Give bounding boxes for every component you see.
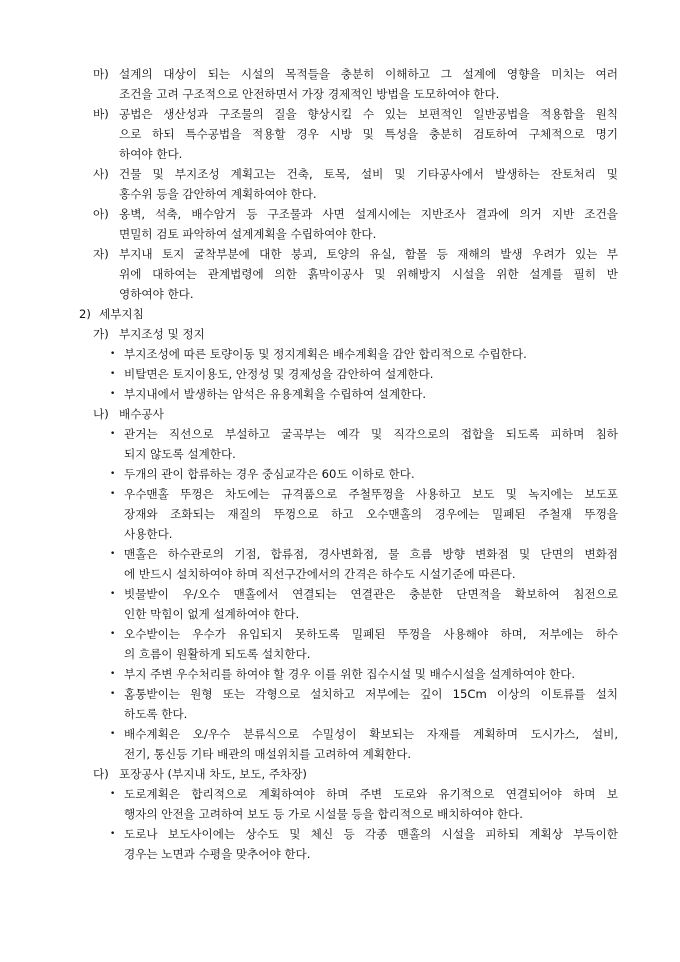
list-marker: 마)	[93, 67, 109, 81]
paragraph-line: 장재와 조화되는 재질의 뚜껑으로 하고 오수맨홀의 경우에는 밀폐된 주철재 뚜껑을	[124, 507, 618, 521]
bullet-row	[0, 444, 680, 464]
paragraph-line: 홍수위 등을 감안하여 계획하여야 한다.	[119, 187, 317, 201]
bullet-row	[0, 524, 680, 544]
paragraph-line: 영하여야 한다.	[119, 287, 194, 301]
bullet-marker: •	[110, 469, 116, 479]
paragraph-line: 면밀히 검토 파악하여 설계계획을 수립하여야 한다.	[119, 227, 377, 241]
paragraph-line: 세부지침	[99, 307, 144, 321]
paragraph-line: 부지조성에 따른 토량이동 및 정지계획은 배수계획을 감안 합리적으로 수립한다.	[124, 347, 527, 361]
paragraph-line: 관거는 직선으로 부설하고 굴곡부는 예각 및 직각으로의 접합을 되도록 피하며 침하	[124, 427, 618, 441]
paragraph-line: 부지내에서 발생하는 암석은 유용계획을 수립하여 설계한다.	[124, 387, 427, 401]
paragraph-line: 으로 하되 특수공법을 적용할 경우 시방 및 특성을 충분히 검토하여 구체적으로 명기	[119, 127, 618, 141]
list-marker: 바)	[93, 107, 109, 121]
sub-row	[0, 404, 680, 424]
bullet-marker: •	[110, 729, 116, 739]
paragraph-line: 도로계획은 합리적으로 계획하여야 하며 주변 도로와 유기적으로 연결되어야 하며 보	[124, 787, 618, 801]
list-marker: 나)	[93, 407, 109, 421]
bullet-marker: •	[110, 349, 116, 359]
paragraph-line: 의 흐름이 원활하게 되도록 설치한다.	[124, 647, 311, 661]
item-row	[0, 164, 680, 184]
bullet-row	[0, 824, 680, 844]
bullet-row	[0, 424, 680, 444]
item-row	[0, 184, 680, 204]
bullet-row	[0, 684, 680, 704]
item-row	[0, 204, 680, 224]
bullet-marker: •	[110, 829, 116, 839]
paragraph-line: 위에 대하여는 관계법령에 의한 흙막이공사 및 위해방지 시설을 위한 설계를 필히 반	[119, 267, 618, 281]
list-marker: 아)	[93, 207, 109, 221]
paragraph-line: 우수맨홀 뚜껑은 차도에는 규격품으로 주철뚜껑을 사용하고 보도 및 녹지에는 보도포	[124, 487, 618, 501]
section-row	[0, 304, 680, 324]
paragraph-line: 두개의 관이 합류하는 경우 중심교각은 60도 이하로 한다.	[124, 467, 415, 481]
bullet-marker: •	[110, 489, 116, 499]
item-row	[0, 104, 680, 124]
item-row	[0, 264, 680, 284]
list-marker: 다)	[93, 767, 109, 781]
bullet-marker: •	[110, 549, 116, 559]
list-marker: 2)	[79, 307, 91, 321]
bullet-row	[0, 724, 680, 744]
paragraph-line: 배수공사	[119, 407, 164, 421]
paragraph-line: 옹벽, 석축, 배수암거 등 구조물과 사면 설계시에는 지반조사 결과에 의거 지반 조건을	[119, 207, 618, 221]
item-row	[0, 144, 680, 164]
bullet-marker: •	[110, 669, 116, 679]
bullet-row	[0, 344, 680, 364]
sub-row	[0, 764, 680, 784]
bullet-row	[0, 804, 680, 824]
bullet-row	[0, 364, 680, 384]
paragraph-line: 하여야 한다.	[119, 147, 183, 161]
bullet-row	[0, 784, 680, 804]
bullet-row	[0, 624, 680, 644]
paragraph-line: 건물 및 부지조성 계획고는 건축, 토목, 설비 및 기타공사에서 발생하는 잔토처리 및	[119, 167, 618, 181]
item-row	[0, 224, 680, 244]
list-marker: 사)	[93, 167, 109, 181]
bullet-row	[0, 744, 680, 764]
bullet-row	[0, 664, 680, 684]
bullet-marker: •	[110, 589, 116, 599]
paragraph-line: 부지 주변 우수처리를 하여야 할 경우 이를 위한 집수시설 및 배수시설을 설계하여야 한다.	[124, 667, 576, 681]
item-row	[0, 64, 680, 84]
list-marker: 가)	[93, 327, 109, 341]
paragraph-line: 전기, 통신등 기타 배관의 매설위치를 고려하여 계획한다.	[124, 747, 412, 761]
bullet-row	[0, 604, 680, 624]
bullet-row	[0, 544, 680, 564]
paragraph-line: 경우는 노면과 수평을 맞추어야 한다.	[124, 847, 311, 861]
paragraph-line: 배수계획은 오/우수 분류식으로 수밀성이 확보되는 자재를 계획하며 도시가스, 설비,	[124, 727, 618, 741]
paragraph-line: 하도록 한다.	[124, 707, 188, 721]
list-marker: 자)	[93, 247, 109, 261]
paragraph-line: 행자의 안전을 고려하여 보도 등 가로 시설물 등을 합리적으로 배치하여야 한다.	[124, 807, 523, 821]
paragraph-line: 사용한다.	[124, 527, 173, 541]
paragraph-line: 공법은 생산성과 구조물의 질을 향상시킬 수 있는 보편적인 일반공법을 적용함을 원칙	[119, 107, 618, 121]
paragraph-line: 인한 막힘이 없게 설계하여야 한다.	[124, 607, 300, 621]
bullet-marker: •	[110, 789, 116, 799]
bullet-row	[0, 704, 680, 724]
paragraph-line: 조건을 고려 구조적으로 안전하면서 가장 경제적인 방법을 도모하여야 한다.	[119, 87, 500, 101]
bullet-marker: •	[110, 629, 116, 639]
paragraph-line: 부지내 토지 굴착부분에 대한 붕괴, 토양의 유실, 함몰 등 재해의 발생 우려가 있는 부	[119, 247, 618, 261]
bullet-row	[0, 384, 680, 404]
item-row	[0, 244, 680, 264]
bullet-marker: •	[110, 429, 116, 439]
bullet-marker: •	[110, 689, 116, 699]
item-row	[0, 84, 680, 104]
paragraph-line: 되지 않도록 설계한다.	[124, 447, 236, 461]
paragraph-line: 오수받이는 우수가 유입되지 못하도록 밀폐된 뚜껑을 사용해야 하며, 저부에는 하수	[124, 627, 618, 641]
bullet-marker: •	[110, 389, 116, 399]
paragraph-line: 비탈면은 토지이용도, 안정성 및 경제성을 감안하여 설계한다.	[124, 367, 434, 381]
paragraph-line: 포장공사 (부지내 차도, 보도, 주차장)	[119, 767, 307, 781]
bullet-row	[0, 584, 680, 604]
paragraph-line: 홈통받이는 원형 또는 각형으로 설치하고 저부에는 깊이 15Cm 이상의 이토류를 설치	[124, 687, 618, 701]
paragraph-line: 부지조성 및 정지	[119, 327, 205, 341]
paragraph-line: 도로나 보도사이에는 상수도 및 체신 등 각종 맨홀의 시설을 피하되 계획상 부득이한	[124, 827, 618, 841]
item-row	[0, 284, 680, 304]
document-page	[0, 64, 680, 864]
bullet-marker: •	[110, 369, 116, 379]
bullet-row	[0, 564, 680, 584]
bullet-row	[0, 484, 680, 504]
bullet-row	[0, 644, 680, 664]
paragraph-line: 에 반드시 설치하여야 하며 직선구간에서의 간격은 하수도 시설기준에 따른다.	[124, 567, 516, 581]
paragraph-line: 빗물받이 우/오수 맨홀에서 연결되는 연결관은 충분한 단면적을 확보하여 침전으로	[124, 587, 618, 601]
paragraph-line: 맨홀은 하수관로의 기점, 합류점, 경사변화점, 물 흐름 방향 변화점 및 단면의 변화점	[124, 547, 618, 561]
bullet-row	[0, 464, 680, 484]
item-row	[0, 124, 680, 144]
paragraph-line: 설계의 대상이 되는 시설의 목적들을 충분히 이해하고 그 설계에 영향을 미치는 여러	[119, 67, 618, 81]
bullet-row	[0, 504, 680, 524]
sub-row	[0, 324, 680, 344]
bullet-row	[0, 844, 680, 864]
